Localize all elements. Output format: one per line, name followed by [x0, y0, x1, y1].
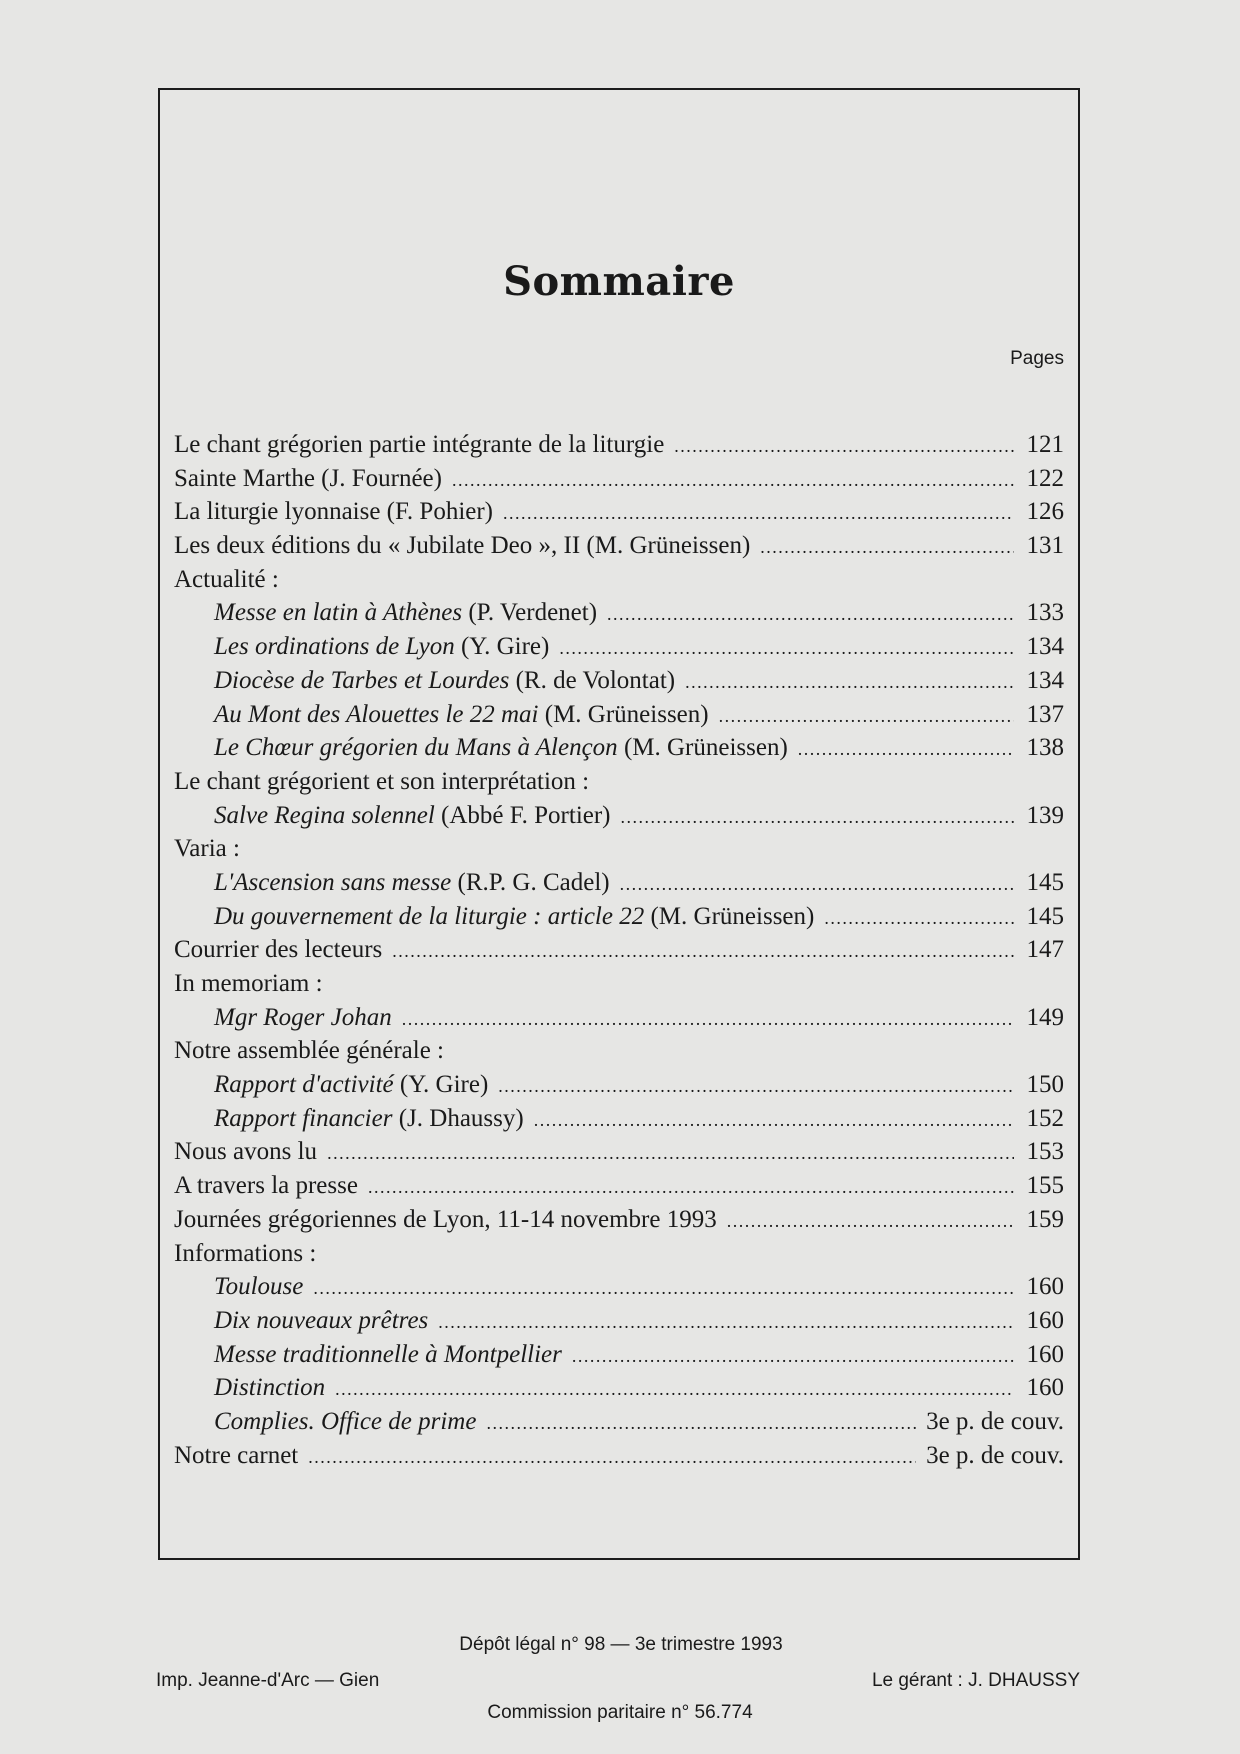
toc-page-number: 145 [1026, 902, 1064, 930]
toc-entry-title: L'Ascension sans messe [214, 868, 452, 896]
toc-entry [174, 698, 1064, 732]
toc-entry-author: (Y. Gire) [393, 1071, 489, 1099]
toc-entry-title: Journées grégoriennes de Lyon, 11-14 novembre 1993 [174, 1205, 717, 1233]
toc-entry [174, 731, 1064, 765]
toc-section-heading [174, 1237, 1064, 1271]
toc-entry-title: Informations : [174, 1239, 317, 1267]
toc-entry-title: Le Chœur grégorien du Mans à Alençon [214, 734, 618, 762]
toc-entry-author: (J. Dhaussy) [392, 1104, 524, 1132]
toc-entry-author: (M. Grüneissen) [644, 902, 815, 930]
toc-page-number: 131 [1026, 532, 1064, 560]
toc-leader-dots [674, 430, 1014, 464]
toc-page-number: 159 [1026, 1205, 1064, 1233]
toc-entry [174, 1169, 1064, 1203]
toc-entry-title: Rapport financier [214, 1104, 393, 1132]
toc-page-number: 160 [1026, 1306, 1064, 1334]
toc-leader-dots [621, 801, 1014, 835]
summary-frame [158, 88, 1080, 1560]
toc-entry-title: Notre assemblée générale : [174, 1037, 445, 1065]
toc-entry [174, 933, 1064, 967]
toc-entry-title: Diocèse de Tarbes et Lourdes [214, 666, 510, 694]
toc-entry-title: Courrier des lecteurs [174, 936, 383, 964]
toc-page-number: 160 [1026, 1340, 1064, 1368]
toc-entry-title: Le chant grégorien partie intégrante de la liturgie [174, 431, 665, 458]
toc-entry-title: Mgr Roger Johan [214, 1003, 392, 1031]
toc-entry-title: Au Mont des Alouettes le 22 mai [214, 700, 539, 728]
toc-entry [174, 664, 1064, 698]
toc-section-heading [174, 1034, 1064, 1068]
toc-page-number: 134 [1026, 633, 1064, 661]
commission-paritaire: Commission paritaire n° 56.774 [487, 1702, 753, 1723]
toc-entry [174, 1001, 1064, 1035]
toc-page-number: 139 [1026, 801, 1064, 829]
toc-entry [174, 1439, 1064, 1473]
toc-entry-title: Les ordinations de Lyon [214, 633, 455, 661]
toc-entry-author: (M. Grüneissen) [617, 734, 788, 762]
toc-leader-dots [798, 733, 1014, 767]
toc-page-number: 3e p. de couv. [926, 1441, 1064, 1469]
toc-entry-author: (R. de Volontat) [509, 666, 676, 694]
toc-leader-dots [486, 1407, 916, 1441]
toc-entry-title: Distinction [214, 1374, 326, 1402]
toc-entry-title: Sainte Marthe (J. Fournée) [174, 464, 442, 492]
toc-leader-dots [727, 1205, 1014, 1239]
toc-page-number: 133 [1026, 599, 1064, 627]
toc-entry-title: Messe en latin à Athènes [214, 599, 463, 627]
toc-page-number: 134 [1026, 666, 1064, 694]
toc-page-number: 153 [1026, 1138, 1064, 1166]
toc-section-heading [174, 832, 1064, 866]
toc-entry [174, 1304, 1064, 1338]
toc-entry-author: (M. Grüneissen) [538, 700, 709, 728]
toc-page-number: 3e p. de couv. [926, 1407, 1064, 1435]
toc-entry [174, 1338, 1064, 1372]
toc-leader-dots [620, 868, 1014, 902]
toc-leader-dots [685, 666, 1014, 700]
table-of-contents [174, 428, 1064, 1472]
toc-page-number: 150 [1026, 1071, 1064, 1099]
toc-entry [174, 1102, 1064, 1136]
imprimerie: Imp. Jeanne-d'Arc — Gien [156, 1670, 380, 1691]
toc-entry-title: Complies. Office de prime [214, 1407, 477, 1435]
toc-entry-title: Actualité : [174, 565, 279, 593]
toc-page-number: 126 [1026, 498, 1064, 526]
toc-leader-dots [607, 598, 1014, 632]
toc-page-number: 149 [1026, 1003, 1064, 1031]
toc-leader-dots [335, 1373, 1014, 1407]
toc-entry-title: Salve Regina solennel [214, 801, 435, 829]
toc-entry-author: (R.P. G. Cadel) [451, 868, 610, 896]
toc-leader-dots [313, 1272, 1014, 1306]
toc-page-number: 152 [1026, 1104, 1064, 1132]
toc-entry [174, 1068, 1064, 1102]
toc-entry-author: (P. Verdenet) [462, 599, 598, 627]
toc-leader-dots [402, 1003, 1014, 1037]
toc-leader-dots [308, 1441, 916, 1475]
toc-entry [174, 866, 1064, 900]
toc-leader-dots [503, 497, 1014, 531]
toc-entry [174, 1405, 1064, 1439]
toc-entry [174, 495, 1064, 529]
toc-entry-title: Rapport d'activité [214, 1071, 394, 1099]
toc-entry [174, 1371, 1064, 1405]
depot-legal: Dépôt légal n° 98 — 3e trimestre 1993 [459, 1634, 783, 1655]
toc-leader-dots [392, 935, 1014, 969]
toc-entry [174, 462, 1064, 496]
toc-page-number: 160 [1026, 1273, 1064, 1301]
toc-leader-dots [572, 1340, 1014, 1374]
toc-entry-title: A travers la presse [174, 1172, 358, 1200]
toc-page-number: 155 [1026, 1172, 1064, 1200]
toc-entry-title: Le chant grégorient et son interprétation : [174, 767, 590, 795]
toc-leader-dots [452, 464, 1014, 498]
toc-page-number: 147 [1026, 936, 1064, 964]
toc-section-heading [174, 563, 1064, 597]
toc-entry-title: Du gouvernement de la liturgie : article 22 [214, 902, 645, 930]
toc-entry-author: (Y. Gire) [454, 633, 550, 661]
toc-page-number: 160 [1026, 1374, 1064, 1402]
toc-entry [174, 799, 1064, 833]
toc-page-number: 138 [1026, 734, 1064, 762]
toc-entry-author: (Abbé F. Portier) [434, 801, 611, 829]
toc-entry [174, 1270, 1064, 1304]
toc-entry-title: In memoriam : [174, 970, 323, 997]
toc-entry [174, 1203, 1064, 1237]
toc-entry-title: La liturgie lyonnaise (F. Pohier) [174, 498, 494, 526]
toc-entry-title: Varia : [174, 835, 240, 863]
toc-entry-title: Dix nouveaux prêtres [214, 1306, 429, 1334]
toc-leader-dots [824, 902, 1014, 936]
toc-entry [174, 596, 1064, 630]
toc-entry [174, 900, 1064, 934]
toc-page-number: 122 [1026, 464, 1064, 492]
toc-leader-dots [368, 1171, 1014, 1205]
toc-leader-dots [534, 1104, 1014, 1138]
toc-entry-title: Toulouse [214, 1273, 304, 1301]
page-title: Sommaire [503, 258, 735, 305]
toc-leader-dots [760, 531, 1014, 565]
pages-column-label: Pages [1010, 348, 1064, 369]
gerant: Le gérant : J. DHAUSSY [871, 1670, 1080, 1691]
toc-leader-dots [559, 632, 1014, 666]
toc-entry-title: Messe traditionnelle à Montpellier [214, 1340, 562, 1368]
toc-entry-title: Notre carnet [174, 1441, 299, 1469]
toc-entry [174, 529, 1064, 563]
toc-page-number: 121 [1026, 431, 1064, 458]
toc-page-number: 137 [1026, 700, 1064, 728]
toc-entry-title: Nous avons lu [174, 1138, 318, 1166]
toc-leader-dots [719, 700, 1014, 734]
toc-leader-dots [327, 1137, 1014, 1171]
toc-entry [174, 1135, 1064, 1169]
toc-entry [174, 630, 1064, 664]
toc-page-number: 145 [1026, 868, 1064, 896]
toc-section-heading [174, 967, 1064, 1001]
toc-leader-dots [498, 1070, 1014, 1104]
toc-entry-title: Les deux éditions du « Jubilate Deo », II (M. Grüneissen) [174, 532, 751, 560]
toc-leader-dots [438, 1306, 1014, 1340]
toc-entry [174, 428, 1064, 462]
toc-section-heading [174, 765, 1064, 799]
